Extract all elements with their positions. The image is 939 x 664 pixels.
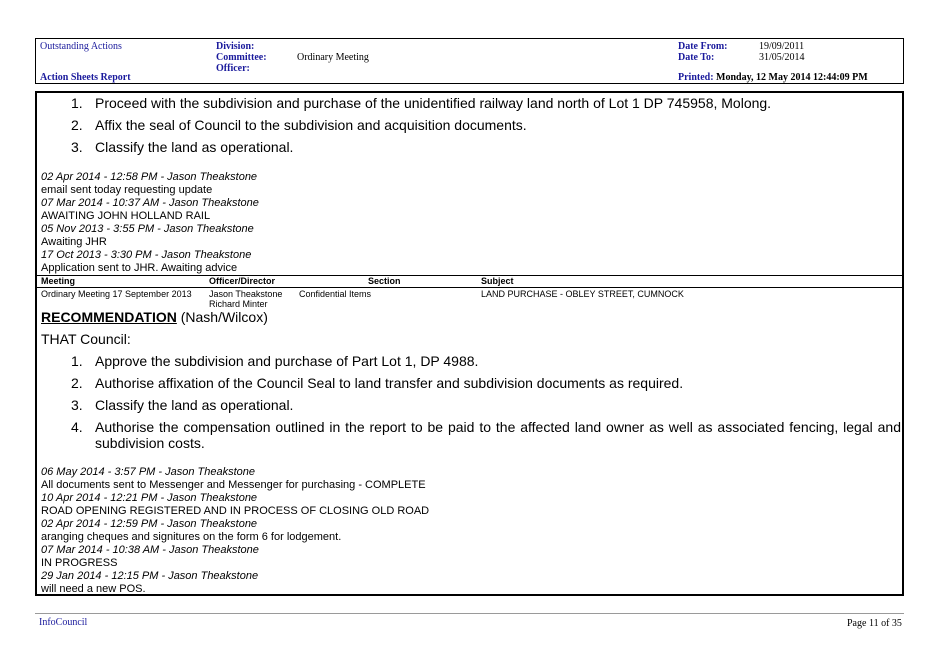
date-from-label: Date From:: [678, 41, 728, 52]
note-meta: 02 Apr 2014 - 12:58 PM - Jason Theakstone: [41, 171, 258, 183]
report-type: Outstanding Actions: [40, 41, 122, 52]
subject-cell: LAND PURCHASE - OBLEY STREET, CUMNOCK: [481, 289, 684, 299]
note-text: ROAD OPENING REGISTERED AND IN PROCESS OF CLOSING OLD ROAD: [41, 505, 430, 517]
list-number: 3.: [71, 397, 83, 413]
note-meta: 07 Mar 2014 - 10:37 AM - Jason Theakstone: [41, 197, 259, 209]
note-meta: 02 Apr 2014 - 12:59 PM - Jason Theakstone: [41, 518, 258, 530]
column-subject: Subject: [481, 276, 514, 286]
note-meta: 07 Mar 2014 - 10:38 AM - Jason Theakstone: [41, 544, 259, 556]
printed-line: [678, 72, 868, 83]
report-name: Action Sheets Report: [40, 72, 131, 83]
table-header: [37, 275, 902, 288]
list-number: 1.: [71, 353, 83, 369]
list-number: 2.: [71, 117, 83, 133]
page-number: Page 11 of 35: [847, 618, 902, 629]
recommendation-intro: THAT Council:: [41, 331, 131, 347]
officer-cell: Jason Theakstone: [209, 289, 283, 299]
action-sheet-content: [35, 91, 904, 596]
note-text: Awaiting JHR: [41, 236, 107, 248]
list-item: Classify the land as operational.: [95, 139, 294, 155]
note-text: email sent today requesting update: [41, 184, 213, 196]
list-item: Authorise affixation of the Council Seal to land transfer and subdivision documents as required.: [95, 375, 684, 391]
report-header: [35, 38, 904, 84]
note-text: will need a new POS.: [41, 583, 146, 595]
note-text: AWAITING JOHN HOLLAND RAIL: [41, 210, 211, 222]
date-from-value: 19/09/2011: [759, 41, 805, 52]
list-item-continued: subdivision costs.: [95, 435, 205, 451]
list-item: Affix the seal of Council to the subdivision and acquisition documents.: [95, 117, 527, 133]
note-meta: 29 Jan 2014 - 12:15 PM - Jason Theakstone: [41, 570, 259, 582]
note-meta: 06 May 2014 - 3:57 PM - Jason Theakstone: [41, 466, 256, 478]
division-label: Division:: [216, 41, 255, 52]
footer-divider: [35, 613, 904, 614]
note-text: All documents sent to Messenger and Messenger for purchasing - COMPLETE: [41, 479, 426, 491]
committee-label: Committee:: [216, 52, 267, 63]
recommendation-heading: RECOMMENDATION (Nash/Wilcox): [41, 309, 268, 325]
column-officer: Officer/Director: [209, 276, 276, 286]
meeting-cell: Ordinary Meeting 17 September 2013: [41, 289, 192, 299]
list-item: Proceed with the subdivision and purchase of the unidentified railway land north of Lot 1 DP 745958, Molong.: [95, 95, 772, 111]
officer-cell: Richard Minter: [209, 299, 268, 309]
list-item: Classify the land as operational.: [95, 397, 294, 413]
note-meta: 10 Apr 2014 - 12:21 PM - Jason Theakstone: [41, 492, 258, 504]
list-item: Approve the subdivision and purchase of Part Lot 1, DP 4988.: [95, 353, 479, 369]
column-section: Section: [368, 276, 401, 286]
printed-value: Monday, 12 May 2014 12:44:09 PM: [716, 72, 868, 83]
list-number: 1.: [71, 95, 83, 111]
list-number: 3.: [71, 139, 83, 155]
list-number: 2.: [71, 375, 83, 391]
note-meta: 05 Nov 2013 - 3:55 PM - Jason Theakstone: [41, 223, 254, 235]
note-text: aranging cheques and signitures on the form 6 for lodgement.: [41, 531, 342, 543]
officer-label: Officer:: [216, 63, 250, 74]
committee-value: Ordinary Meeting: [297, 52, 369, 63]
note-meta: 17 Oct 2013 - 3:30 PM - Jason Theakstone: [41, 249, 252, 261]
footer-brand: InfoCouncil: [39, 617, 88, 628]
note-text: IN PROGRESS: [41, 557, 118, 569]
list-item: Authorise the compensation outlined in the report to be paid to the affected land owner as well as associated fencing, legal and: [95, 419, 901, 435]
date-to-label: Date To:: [678, 52, 715, 63]
list-number: 4.: [71, 419, 83, 435]
note-text: Application sent to JHR. Awaiting advice: [41, 262, 238, 274]
section-cell: Confidential Items: [299, 289, 372, 299]
date-to-value: 31/05/2014: [759, 52, 805, 63]
column-meeting: Meeting: [41, 276, 76, 286]
printed-label: Printed:: [678, 72, 714, 83]
